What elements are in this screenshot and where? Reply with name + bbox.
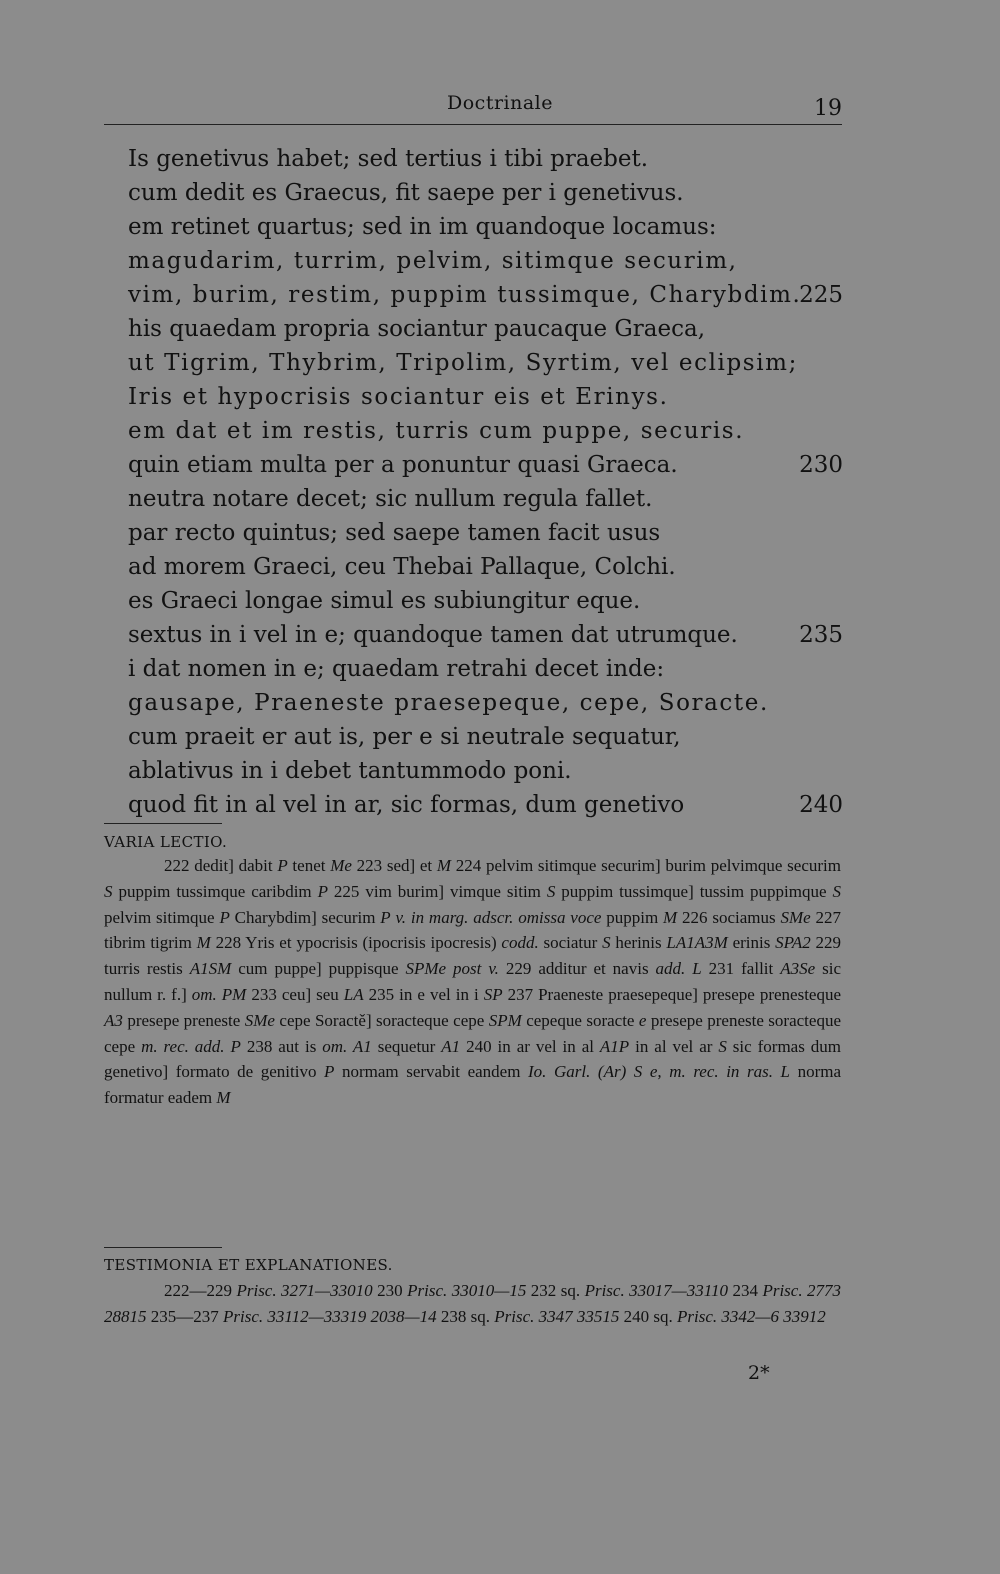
siglum: P [219, 907, 230, 927]
verse-text: Iris et hypocrisis sociantur eis et Erinys. [128, 384, 669, 410]
note-text: 231 fallit [701, 959, 781, 979]
note-text: 232 sq. [526, 1281, 585, 1300]
note-paragraph [104, 1278, 841, 1330]
verse-text: cum praeit er aut is, per e si neutrale sequatur, [128, 724, 681, 750]
verse-line [128, 346, 843, 380]
note-text: 240 sq. [619, 1306, 677, 1326]
siglum: om. A1 [322, 1036, 372, 1056]
verse-line [128, 720, 843, 754]
line-number: 230 [799, 452, 843, 478]
verse-line [128, 244, 843, 278]
note-text: tenet [287, 856, 331, 875]
note-text: 222—229 [164, 1281, 237, 1300]
siglum: S [546, 881, 556, 901]
siglum: M [216, 1088, 231, 1108]
siglum: SMe [244, 1010, 275, 1030]
verse-line [128, 754, 843, 788]
varia-lectio-notes [104, 853, 841, 1111]
note-text: Charybdim] securim [229, 907, 381, 927]
note-text: 233 ceu] seu [246, 984, 344, 1004]
note-text: 227 tibrim tigrim [104, 907, 842, 953]
verse-text: quod fit in al vel in ar, sic formas, dum genetivo [128, 792, 685, 818]
siglum: LA [343, 984, 364, 1004]
siglum: SP [483, 984, 503, 1004]
note-text: cepe Soractě] soracteque cepe [274, 1010, 489, 1030]
note-text: puppim tussimque] tussim puppimque [555, 881, 833, 901]
siglum: SPM [488, 1010, 522, 1030]
note-text: cepeque soracte [521, 1010, 639, 1030]
siglum: codd. [501, 933, 539, 953]
siglum: M [663, 907, 678, 927]
verse-line [128, 278, 843, 312]
siglum: P [317, 881, 328, 901]
verse-text: em retinet quartus; sed in im quandoque locamus: [128, 214, 717, 240]
verse-text: par recto quintus; sed saepe tamen facit usus [128, 520, 661, 546]
note-text: 229 turris restis [104, 933, 841, 979]
verse-text: gausape, Praeneste praesepeque, cepe, Soracte. [128, 690, 769, 716]
note-text: 222 dedit] dabit [164, 856, 278, 875]
testimonia-notes [104, 1278, 841, 1330]
siglum: Prisc. 33017—33110 [584, 1281, 729, 1300]
siglum: Prisc. 3271—33010 [236, 1281, 373, 1300]
siglum: SPMe [405, 959, 447, 979]
siglum: e [638, 1010, 647, 1030]
verse-line [128, 380, 843, 414]
siglum: A1SM [189, 959, 232, 979]
running-title: Doctrinale [447, 92, 553, 114]
verse-line [128, 788, 843, 822]
siglum: S [832, 881, 841, 901]
line-number: 225 [799, 282, 843, 308]
note-text: 230 [372, 1281, 408, 1300]
verse-text: magudarim, turrim, pelvim, sitimque securim, [128, 248, 738, 274]
siglum: Prisc. 33010—15 [407, 1281, 527, 1300]
note-text: puppim tussimque caribdim [112, 881, 318, 901]
verse-text: neutra notare decet; sic nullum regula fallet. [128, 486, 653, 512]
page-number: 19 [814, 96, 842, 121]
note-text: 229 additur et navis [498, 959, 656, 979]
line-number: 240 [799, 792, 843, 818]
testimonia-heading: TESTIMONIA ET EXPLANATIONES. [104, 1256, 393, 1274]
note-text: 228 Yris et ypocrisis (ipocrisis ipocresis) [210, 933, 502, 953]
verse-line [128, 312, 843, 346]
siglum: Prisc. 3342—6 33912 [677, 1306, 826, 1326]
siglum: S [104, 881, 113, 901]
note-text: puppim [601, 907, 664, 927]
siglum: m. rec. add. P [141, 1036, 241, 1056]
verse-line [128, 550, 843, 584]
note-text: pelvim sitimque [104, 907, 220, 927]
line-number: 235 [799, 622, 843, 648]
note-text: 237 Praeneste praesepeque] presepe prenesteque [502, 984, 842, 1004]
siglum: P [277, 856, 288, 875]
note-text: 234 [728, 1281, 763, 1300]
note-text: sic formas dum genetivo] formato de genitivo [104, 1036, 841, 1082]
verse-line [128, 516, 843, 550]
note-text: sic nullum r. f.] [104, 959, 841, 1004]
note-text: 235—237 [146, 1306, 223, 1326]
siglum: om. PM [191, 984, 247, 1004]
verse-line [128, 618, 843, 652]
verse-line [128, 584, 843, 618]
verse-text: i dat nomen in e; quaedam retrahi decet inde: [128, 656, 665, 682]
verse-text: sextus in i vel in e; quandoque tamen dat utrumque. [128, 622, 738, 648]
note-text: 224 pelvim sitimque securim] burim pelvimque securim [451, 856, 841, 875]
note-text: 226 sociamus [677, 907, 781, 927]
verse-text: Is genetivus habet; sed tertius i tibi praebet. [128, 146, 649, 172]
siglum: post v. [453, 959, 499, 979]
verse-text: ablativus in i debet tantummodo poni. [128, 758, 572, 784]
siglum: S [602, 933, 611, 953]
verse-line [128, 482, 843, 516]
verse-line [128, 686, 843, 720]
siglum: A1 [441, 1036, 461, 1056]
note-text: presepe preneste soracteque cepe [104, 1010, 841, 1056]
varia-rule [104, 823, 222, 824]
verse-line [128, 414, 843, 448]
siglum: A3Se [780, 959, 816, 979]
note-text: 238 sq. [436, 1306, 495, 1326]
siglum: Prisc. 2773 28815 [104, 1281, 842, 1326]
verse-line [128, 176, 843, 210]
siglum: Prisc. 3347 33515 [494, 1306, 620, 1326]
note-text: normam servabit eandem [334, 1062, 529, 1082]
note-text: 223 sed] et [351, 856, 437, 875]
siglum: v. in marg. adscr. omissa voce [395, 907, 602, 927]
verse-block [128, 142, 843, 822]
siglum: P [380, 907, 391, 927]
verse-line [128, 142, 843, 176]
verse-text: quin etiam multa per a ponuntur quasi Graeca. [128, 452, 678, 478]
note-text: erinis [727, 933, 776, 953]
note-text: cum puppe] puppisque [231, 959, 406, 979]
note-text: 225 vim burim] vimque sitim [327, 881, 547, 901]
verse-line [128, 210, 843, 244]
siglum: add. L [655, 959, 702, 979]
verse-text: ut Tigrim, Thybrim, Tripolim, Syrtim, vel eclipsim; [128, 350, 798, 376]
note-text: herinis [610, 933, 667, 953]
note-text: sociatur [538, 933, 603, 953]
siglum: M [436, 856, 452, 875]
note-text: norma formatur eadem [104, 1062, 841, 1108]
varia-lectio-heading: VARIA LECTIO. [104, 833, 228, 851]
siglum: Prisc. 33112—33319 2038—14 [223, 1306, 437, 1326]
siglum: SPA2 [775, 933, 811, 953]
note-text: 238 aut is [240, 1036, 323, 1056]
siglum: LA1A3M [666, 933, 728, 953]
header-rule [104, 124, 842, 125]
verse-text: vim, burim, restim, puppim tussimque, Charybdim. [128, 282, 802, 308]
verse-text: em dat et im restis, turris cum puppe, securis. [128, 418, 745, 444]
siglum: Me [330, 856, 352, 875]
siglum: A1P [599, 1036, 630, 1056]
verse-text: ad morem Graeci, ceu Thebai Pallaque, Colchi. [128, 554, 676, 580]
siglum: S [718, 1036, 727, 1056]
verse-line [128, 652, 843, 686]
note-text: 235 in e vel in i [363, 984, 484, 1004]
note-text: in al vel ar [629, 1036, 719, 1056]
verse-line [128, 448, 843, 482]
siglum: A3 [104, 1010, 123, 1030]
siglum: P [324, 1062, 335, 1082]
note-text [446, 959, 453, 978]
signature-mark: 2* [748, 1362, 770, 1384]
note-text: sequetur [371, 1036, 442, 1056]
verse-text: es Graeci longae simul es subiungitur eque. [128, 588, 641, 614]
siglum: Io. Garl. (Ar) S e, m. rec. in ras. L [528, 1062, 790, 1082]
testimonia-rule [104, 1247, 222, 1248]
note-text: presepe preneste [122, 1010, 245, 1030]
siglum: SMe [780, 907, 811, 927]
verse-text: cum dedit es Graecus, fit saepe per i genetivus. [128, 180, 684, 206]
verse-text: his quaedam propria sociantur paucaque Graeca, [128, 316, 706, 342]
siglum: M [196, 933, 211, 953]
note-text: 240 in ar vel in al [460, 1036, 600, 1056]
note-paragraph [104, 853, 841, 1111]
